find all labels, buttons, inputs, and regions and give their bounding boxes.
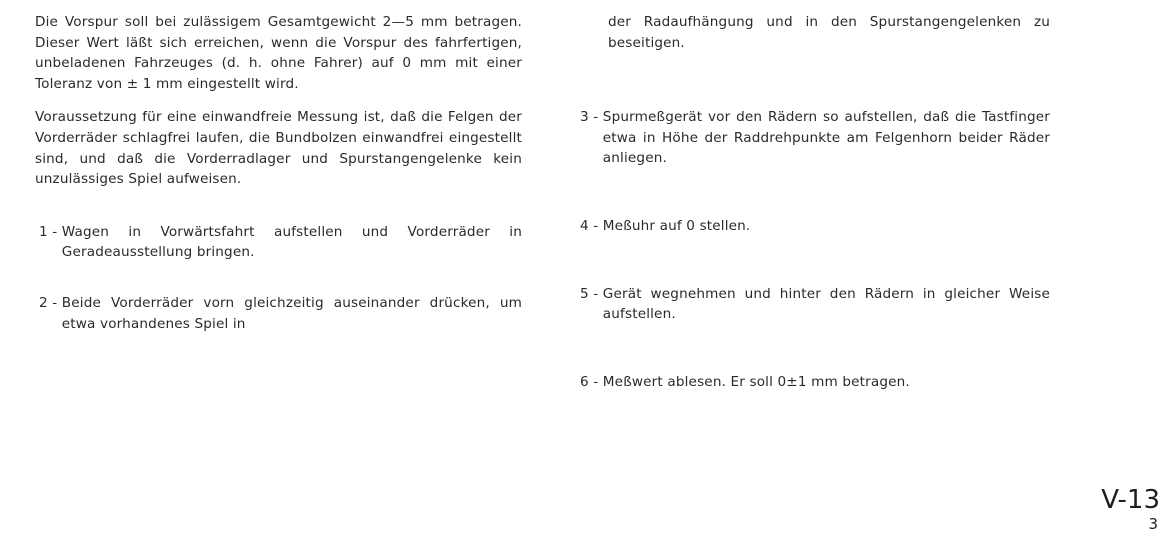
step-text: Meßuhr auf 0 stellen. xyxy=(602,217,751,234)
step-number: 2 - xyxy=(39,294,62,311)
step-text: Beide Vorderräder vorn gleichzeitig auseinander drücken, um etwa vorhandenes Spiel in xyxy=(61,294,522,332)
prerequisite-paragraph: Voraussetzung für eine einwandfreie Messung ist, daß die Felgen der Vorderräder schlagfrei laufen, die Bundbolzen einwandfrei eingestellt sind, und daß die Vorderradlager und Spurstangengelenke kein unzulässiges Spiel aufweisen. xyxy=(35,109,522,188)
step-text: Wagen in Vorwärtsfahrt aufstellen und Vorderräder in Geradeausstellung bringen. xyxy=(61,223,522,261)
step-4 xyxy=(580,216,1050,237)
step-2-continuation: der Radaufhängung und in den Spurstangengelenken zu beseitigen. xyxy=(608,14,1050,51)
step-3 xyxy=(580,107,1050,169)
left-column xyxy=(35,12,522,334)
step-2 xyxy=(39,293,522,334)
step-number: 6 - xyxy=(580,373,603,390)
page-number: 3 xyxy=(1148,515,1158,533)
step-5 xyxy=(580,284,1050,325)
right-column xyxy=(580,12,1050,392)
step-text: Gerät wegnehmen und hinter den Rädern in gleicher Weise aufstellen. xyxy=(602,285,1050,323)
step-number: 4 - xyxy=(580,217,603,234)
page-code: V-13 xyxy=(1101,485,1160,515)
step-6 xyxy=(580,372,1050,393)
step-text: Spurmeßgerät vor den Rädern so aufstellen, daß die Tastfinger etwa in Höhe der Raddrehpunkte am Felgenhorn beider Räder anliegen. xyxy=(602,109,1050,167)
intro-paragraph: Die Vorspur soll bei zulässigem Gesamtgewicht 2—5 mm betragen. Dieser Wert läßt sich erreichen, wenn die Vorspur des fahrfertigen, unbeladenen Fahrzeuges (d. h. ohne Fahrer) auf 0 mm mit einer Toleranz von ± 1 mm eingestellt wird. xyxy=(35,14,522,92)
step-number: 1 - xyxy=(39,223,62,240)
step-number: 3 - xyxy=(580,109,603,126)
step-number: 5 - xyxy=(580,285,603,302)
step-text: Meßwert ablesen. Er soll 0±1 mm betragen. xyxy=(602,373,910,390)
step-1 xyxy=(39,222,522,263)
